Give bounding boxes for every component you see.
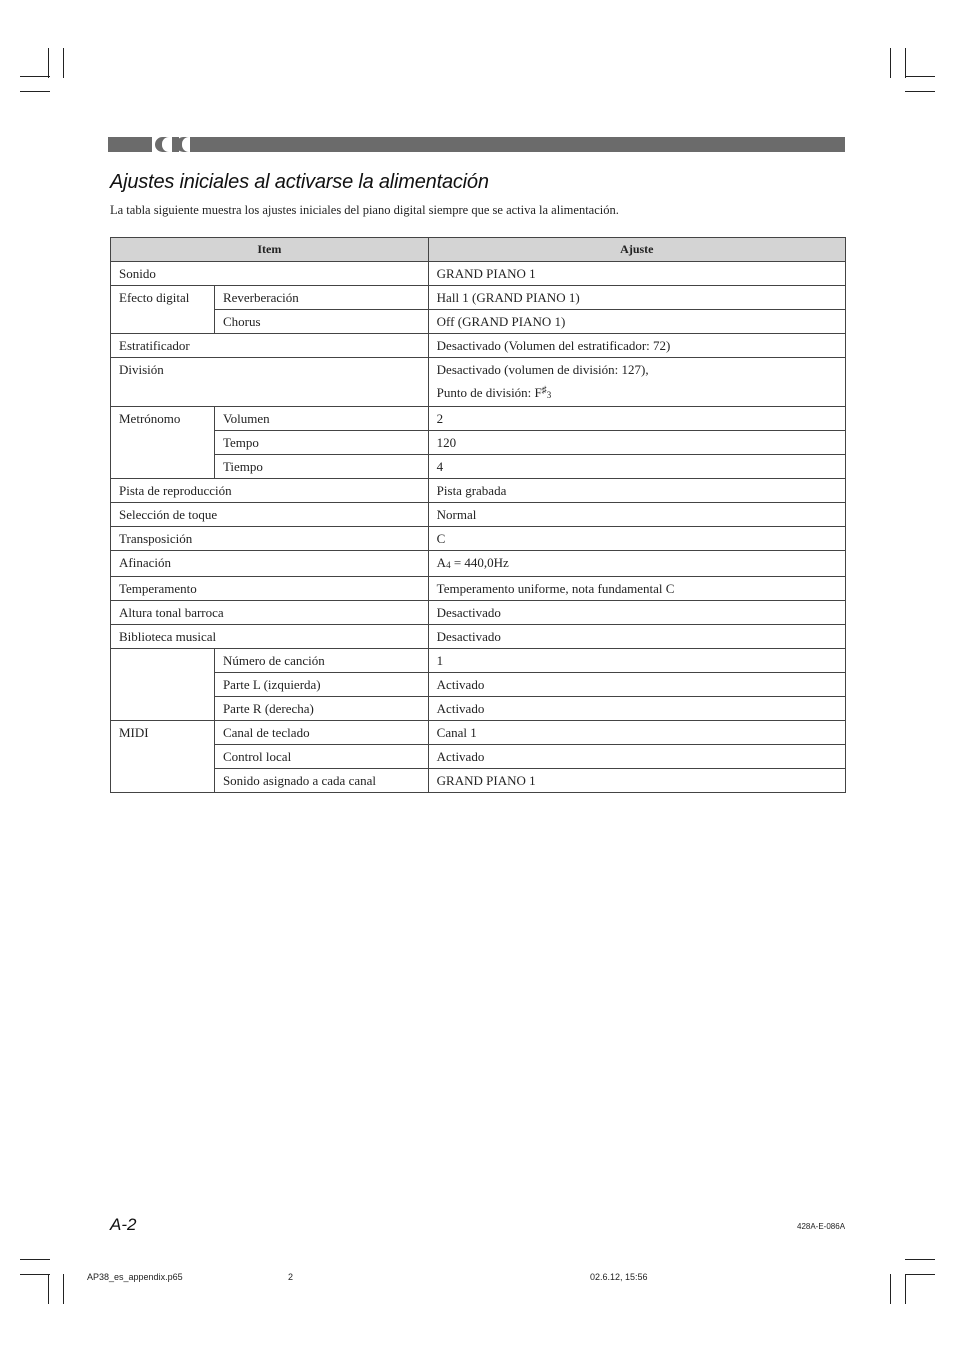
tuning-frequency: = 440,0Hz bbox=[450, 555, 509, 570]
row-value: Normal bbox=[428, 503, 845, 527]
row-item: Transposición bbox=[111, 527, 429, 551]
row-subitem: Chorus bbox=[214, 310, 428, 334]
row-item: Selección de toque bbox=[111, 503, 429, 527]
crop-mark bbox=[905, 76, 935, 77]
table-row bbox=[111, 697, 846, 721]
crop-mark bbox=[48, 48, 49, 78]
header-setting: Ajuste bbox=[428, 238, 845, 262]
row-subitem: Canal de teclado bbox=[214, 721, 428, 745]
row-subitem: Tiempo bbox=[214, 455, 428, 479]
footer-timestamp: 02.6.12, 15:56 bbox=[590, 1272, 648, 1282]
table-row bbox=[111, 358, 846, 407]
row-value: 4 bbox=[428, 455, 845, 479]
row-value bbox=[428, 551, 845, 577]
table-row bbox=[111, 479, 846, 503]
footer-file-name: AP38_es_appendix.p65 bbox=[87, 1272, 183, 1282]
row-value: Temperamento uniforme, nota fundamental C bbox=[428, 577, 845, 601]
section-header-bar bbox=[108, 137, 845, 152]
crop-mark bbox=[905, 1274, 906, 1304]
row-subitem: Reverberación bbox=[214, 286, 428, 310]
row-subitem: Volumen bbox=[214, 407, 428, 431]
table-row bbox=[111, 625, 846, 649]
table-row bbox=[111, 527, 846, 551]
row-value: C bbox=[428, 527, 845, 551]
row-value: GRAND PIANO 1 bbox=[428, 262, 845, 286]
row-item: División bbox=[111, 358, 429, 407]
row-value: Activado bbox=[428, 697, 845, 721]
crop-mark bbox=[20, 1274, 50, 1275]
row-value: 2 bbox=[428, 407, 845, 431]
page-title: Ajustes iniciales al activarse la alimentación bbox=[110, 171, 489, 193]
table-row bbox=[111, 286, 846, 310]
table-row bbox=[111, 649, 846, 673]
table-row bbox=[111, 310, 846, 334]
crop-mark bbox=[905, 1274, 935, 1275]
row-value: Activado bbox=[428, 745, 845, 769]
crop-mark bbox=[905, 48, 906, 78]
row-item: Pista de reproducción bbox=[111, 479, 429, 503]
crop-mark bbox=[63, 1274, 64, 1304]
table-row bbox=[111, 721, 846, 745]
row-value: 120 bbox=[428, 431, 845, 455]
row-subitem: Tempo bbox=[214, 431, 428, 455]
split-point-prefix: Punto de división: F bbox=[436, 385, 542, 400]
table-row bbox=[111, 455, 846, 479]
table-row bbox=[111, 334, 846, 358]
sharp-icon: ♯ bbox=[541, 385, 547, 396]
row-item: MIDI bbox=[111, 721, 215, 793]
row-value: GRAND PIANO 1 bbox=[428, 769, 845, 793]
row-item: Estratificador bbox=[111, 334, 429, 358]
tuning-octave: 4 bbox=[446, 560, 451, 570]
initial-settings-table bbox=[110, 237, 846, 793]
row-value bbox=[428, 358, 845, 407]
row-value: Off (GRAND PIANO 1) bbox=[428, 310, 845, 334]
row-item: Biblioteca musical bbox=[111, 625, 429, 649]
crop-mark bbox=[20, 76, 50, 77]
row-item: Afinación bbox=[111, 551, 429, 577]
crop-mark bbox=[20, 1259, 50, 1260]
row-value: Activado bbox=[428, 673, 845, 697]
row-subitem: Control local bbox=[214, 745, 428, 769]
row-value: Hall 1 (GRAND PIANO 1) bbox=[428, 286, 845, 310]
table-row bbox=[111, 503, 846, 527]
document-code: 428A-E-086A bbox=[797, 1222, 846, 1231]
row-item: Altura tonal barroca bbox=[111, 601, 429, 625]
row-value: Canal 1 bbox=[428, 721, 845, 745]
row-subitem: Parte R (derecha) bbox=[214, 697, 428, 721]
row-subitem: Número de canción bbox=[214, 649, 428, 673]
division-value-line2 bbox=[437, 381, 837, 406]
row-value: Desactivado bbox=[428, 625, 845, 649]
row-value: Desactivado bbox=[428, 601, 845, 625]
crop-mark bbox=[890, 1274, 891, 1304]
crop-mark bbox=[20, 91, 50, 92]
table-row bbox=[111, 431, 846, 455]
table-row bbox=[111, 601, 846, 625]
table-row bbox=[111, 745, 846, 769]
intro-text: La tabla siguiente muestra los ajustes iniciales del piano digital siempre que se activa la alimentación. bbox=[110, 203, 619, 217]
row-value: Desactivado (Volumen del estratificador: 72) bbox=[428, 334, 845, 358]
header-item: Item bbox=[111, 238, 429, 262]
page-number: A-2 bbox=[110, 1215, 137, 1234]
crop-mark bbox=[48, 1274, 49, 1304]
row-item: Metrónomo bbox=[111, 407, 215, 479]
table-header-row bbox=[111, 238, 846, 262]
row-item: Temperamento bbox=[111, 577, 429, 601]
tuning-note: A bbox=[436, 555, 447, 570]
row-value: 1 bbox=[428, 649, 845, 673]
table-row bbox=[111, 551, 846, 577]
crop-mark bbox=[890, 48, 891, 78]
row-subitem: Parte L (izquierda) bbox=[214, 673, 428, 697]
row-item-empty bbox=[111, 649, 215, 721]
crop-mark bbox=[63, 48, 64, 78]
table-row bbox=[111, 769, 846, 793]
row-value: Pista grabada bbox=[428, 479, 845, 503]
table-row bbox=[111, 577, 846, 601]
table-row bbox=[111, 407, 846, 431]
table-row bbox=[111, 262, 846, 286]
row-item: Sonido bbox=[111, 262, 429, 286]
row-item: Efecto digital bbox=[111, 286, 215, 334]
split-point-octave: 3 bbox=[546, 390, 552, 400]
division-value-line1: Desactivado (volumen de división: 127), bbox=[436, 362, 649, 377]
row-subitem: Sonido asignado a cada canal bbox=[214, 769, 428, 793]
crop-mark bbox=[905, 91, 935, 92]
table-row bbox=[111, 673, 846, 697]
footer-page: 2 bbox=[288, 1272, 294, 1282]
crop-mark bbox=[905, 1259, 935, 1260]
